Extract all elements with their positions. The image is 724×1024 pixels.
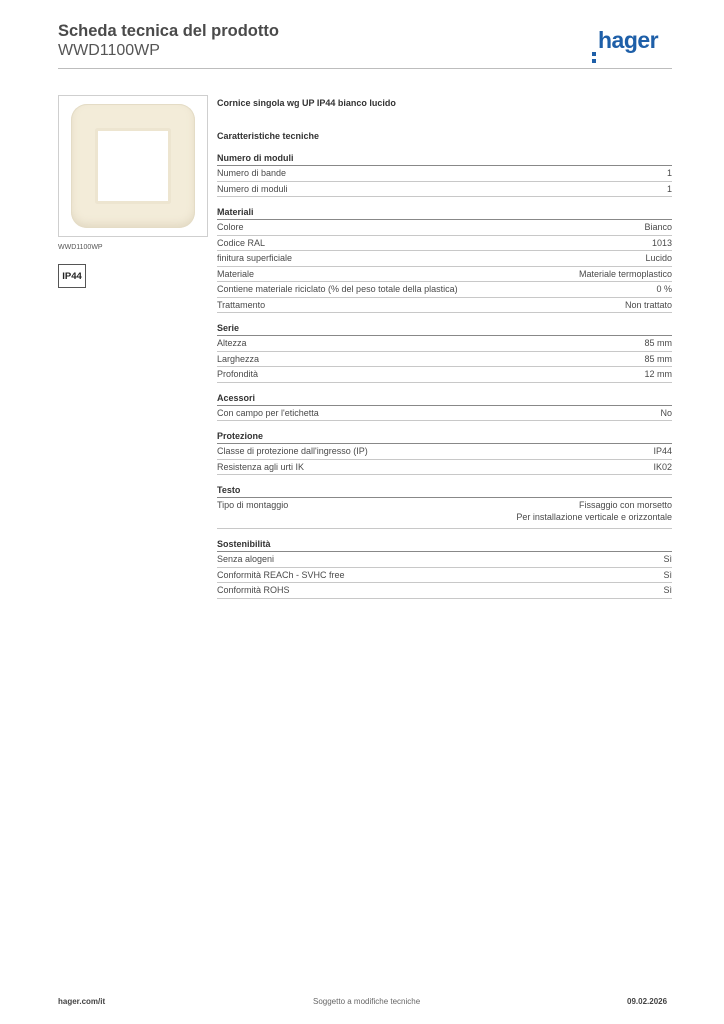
spec-value: No	[660, 407, 672, 418]
product-code: WWD1100WP	[58, 42, 160, 59]
page-header	[58, 22, 279, 60]
spec-value-cell	[579, 268, 672, 280]
spec-value-cell	[663, 569, 672, 581]
spec-value: 1013	[651, 237, 672, 248]
spec-value-cell	[663, 584, 672, 596]
spec-value: 12 mm	[644, 369, 672, 379]
cover-frame-picture	[71, 104, 195, 228]
spec-section	[217, 152, 672, 197]
spec-section	[217, 206, 672, 313]
spec-value: Sì	[663, 554, 672, 564]
spec-value: Bianco	[644, 222, 672, 232]
spec-row	[217, 298, 672, 314]
cover-frame-opening	[95, 128, 171, 204]
spec-value-cell	[644, 221, 672, 233]
spec-value: Sì	[663, 569, 672, 580]
spec-value-cell	[644, 353, 672, 365]
spec-value-cell	[667, 183, 672, 195]
page-title: Scheda tecnica del prodotto	[58, 22, 279, 40]
spec-label: Trattamento	[217, 299, 266, 310]
spec-label: finitura superficiale	[217, 253, 293, 263]
spec-value-cell	[652, 237, 672, 249]
spec-label: Contiene materiale riciclato (% del peso totale della plastica)	[217, 284, 458, 294]
spec-label: Conformità ROHS	[217, 585, 290, 595]
spec-row	[217, 336, 672, 352]
spec-value-cell	[516, 499, 672, 523]
spec-row	[217, 182, 672, 198]
section-title: Acessori	[217, 392, 672, 406]
spec-section	[217, 392, 672, 422]
footer-note: Soggetto a modifiche tecniche	[313, 997, 421, 1006]
spec-row	[217, 267, 672, 283]
specs-heading: Caratteristiche tecniche	[217, 131, 320, 141]
spec-content	[217, 96, 672, 599]
footer-date: 09.02.2026	[627, 997, 668, 1006]
spec-value: 85 mm	[644, 353, 672, 364]
spec-label: Colore	[217, 222, 244, 232]
spec-value-cell	[644, 337, 672, 349]
spec-value: Lucido	[645, 253, 672, 263]
spec-value-cell	[644, 368, 672, 380]
spec-value-cell	[667, 167, 672, 179]
section-title: Numero di moduli	[217, 152, 672, 166]
spec-row	[217, 552, 672, 568]
spec-value-cell	[625, 299, 672, 311]
spec-value: Sì	[663, 585, 672, 595]
spec-row	[217, 583, 672, 599]
spec-label: Codice RAL	[217, 237, 266, 248]
spec-label: Resistenza agli urti IK	[217, 461, 305, 472]
spec-value: 85 mm	[644, 338, 672, 348]
spec-section	[217, 322, 672, 383]
section-title: Serie	[217, 322, 672, 336]
spec-value-cell	[660, 407, 672, 419]
section-title: Protezione	[217, 430, 672, 444]
spec-row	[217, 251, 672, 267]
hager-logo[interactable]	[592, 27, 658, 54]
spec-row	[217, 166, 672, 182]
spec-label: Conformità REACh - SVHC free	[217, 569, 345, 580]
spec-row	[217, 367, 672, 383]
section-title: Sostenibilità	[217, 538, 672, 552]
spec-label: Senza alogeni	[217, 554, 275, 564]
spec-value-secondary: Per installazione verticale e orizzontale	[516, 512, 672, 522]
product-name: Cornice singola wg UP IP44 bianco lucido	[217, 98, 396, 108]
spec-section	[217, 484, 672, 529]
spec-row	[217, 498, 672, 529]
spec-row	[217, 220, 672, 236]
spec-value: 1	[666, 183, 672, 194]
header-divider	[58, 68, 672, 69]
spec-label: Profondità	[217, 369, 259, 379]
spec-value-cell	[656, 283, 672, 295]
spec-row	[217, 406, 672, 422]
spec-value: IK02	[653, 461, 672, 472]
spec-label: Numero di bande	[217, 168, 287, 178]
spec-row	[217, 282, 672, 298]
spec-value: 0 %	[656, 284, 672, 294]
ip-rating-badge: IP44	[58, 264, 86, 288]
spec-value: Non trattato	[624, 299, 672, 310]
spec-row	[217, 568, 672, 584]
spec-row	[217, 236, 672, 252]
spec-label: Con campo per l'etichetta	[217, 407, 319, 418]
spec-value-cell	[645, 252, 672, 264]
spec-section	[217, 430, 672, 475]
image-caption: WWD1100WP	[58, 244, 103, 251]
spec-row	[217, 460, 672, 476]
spec-row	[217, 444, 672, 460]
spec-value: Materiale termoplastico	[578, 268, 672, 279]
product-image	[58, 95, 208, 237]
spec-label: Numero di moduli	[217, 183, 288, 194]
logo-text: hager	[598, 27, 659, 53]
spec-sections	[217, 152, 672, 599]
section-title: Testo	[217, 484, 672, 498]
spec-value-cell	[663, 553, 672, 565]
spec-value-cell	[653, 445, 672, 457]
spec-row	[217, 352, 672, 368]
footer-website-link[interactable]: hager.com/it	[58, 997, 106, 1006]
spec-label: Tipo di montaggio	[217, 500, 289, 510]
spec-value: Fissaggio con morsetto	[578, 500, 672, 510]
spec-value: IP44	[653, 446, 672, 456]
spec-label: Altezza	[217, 338, 247, 348]
spec-label: Larghezza	[217, 353, 260, 364]
spec-label: Classe di protezione dall'ingresso (IP)	[217, 446, 368, 456]
spec-label: Materiale	[217, 268, 255, 279]
spec-value: 1	[666, 168, 672, 178]
spec-value-cell	[653, 461, 672, 473]
section-title: Materiali	[217, 206, 672, 220]
spec-section	[217, 538, 672, 599]
